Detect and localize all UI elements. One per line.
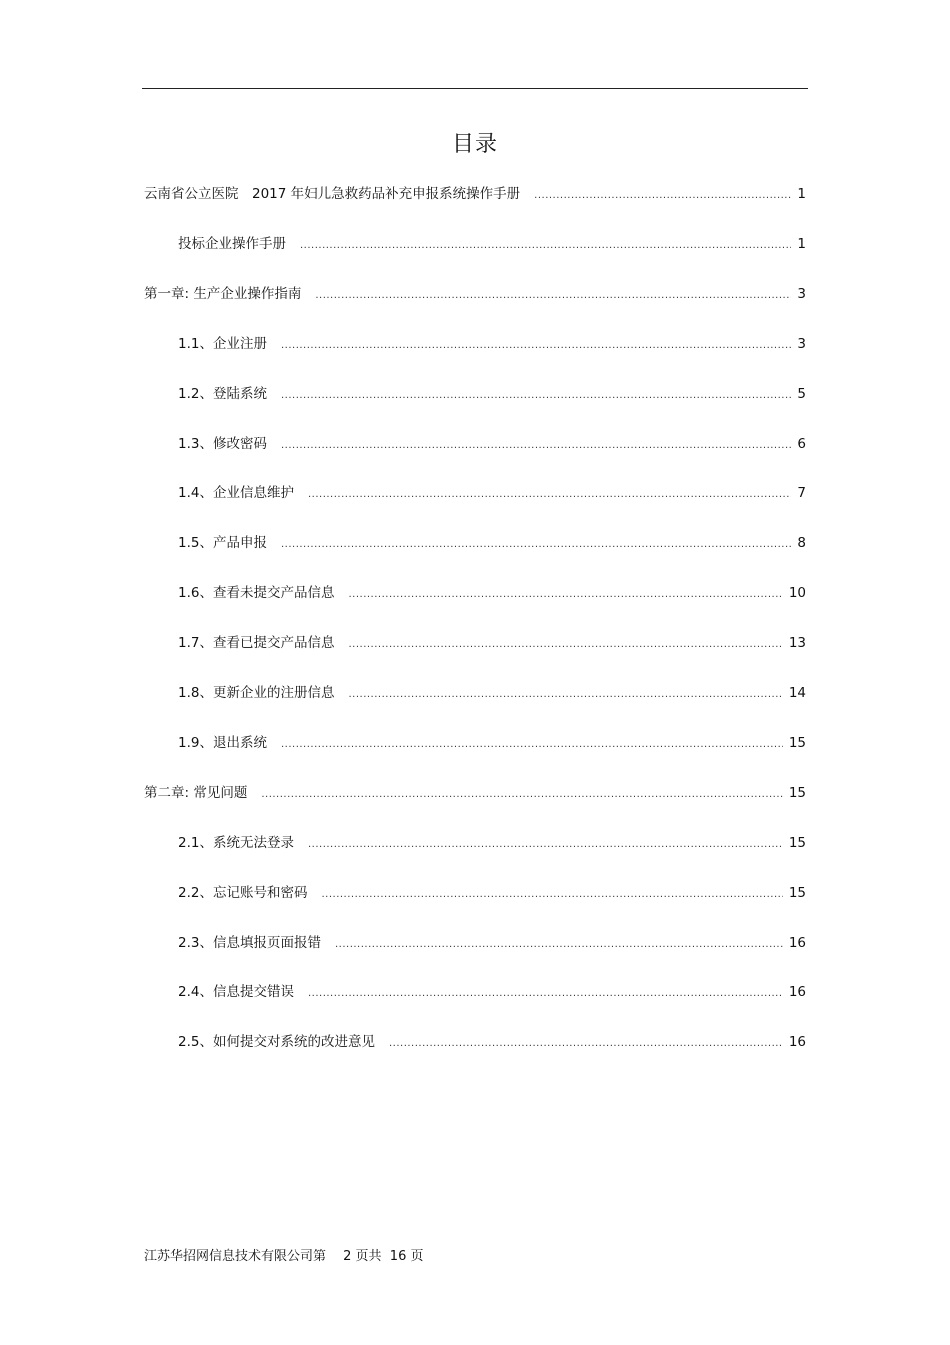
- toc-dot-leader: [281, 336, 791, 356]
- toc-dot-leader: [300, 236, 791, 256]
- toc-dot-leader: [281, 735, 783, 755]
- toc-dot-leader: [348, 635, 782, 655]
- toc-entry-page-number: 15: [788, 835, 806, 851]
- toc-dot-leader: [308, 984, 783, 1004]
- toc-entry-label: 1.7、查看已提交产品信息: [178, 635, 335, 651]
- toc-entry[interactable]: [178, 533, 806, 555]
- toc-dot-leader: [348, 585, 782, 605]
- toc-entry-label: 2.3、信息填报页面报错: [178, 935, 321, 951]
- toc-entry-label: 投标企业操作手册: [178, 236, 286, 252]
- toc-dot-leader: [389, 1034, 783, 1054]
- toc-entry-label: 1.2、登陆系统: [178, 386, 267, 402]
- toc-entry-label: 2.4、信息提交错误: [178, 984, 294, 1000]
- toc-entry[interactable]: [178, 982, 806, 1004]
- toc-entry[interactable]: [178, 633, 806, 655]
- toc-entry-page-number: 5: [797, 386, 806, 402]
- toc-entry[interactable]: [178, 234, 806, 256]
- toc-entry-label: 第一章: 生产企业操作指南: [144, 286, 302, 302]
- toc-entry-page-number: 13: [788, 635, 806, 651]
- toc-entry[interactable]: [178, 1032, 806, 1054]
- toc-entry[interactable]: [178, 334, 806, 356]
- toc-dot-leader: [281, 386, 791, 406]
- toc-entry-label: 2.1、系统无法登录: [178, 835, 294, 851]
- toc-entry-page-number: 15: [788, 785, 806, 801]
- toc-entry-label: 2.5、如何提交对系统的改进意见: [178, 1034, 375, 1050]
- toc-entry-page-number: 1: [797, 186, 806, 202]
- toc-entry-label: 云南省公立医院 2017 年妇儿急救药品补充申报系统操作手册: [144, 186, 521, 202]
- toc-entry-page-number: 7: [797, 485, 806, 501]
- toc-entry[interactable]: [178, 434, 806, 456]
- toc-dot-leader: [315, 286, 791, 306]
- toc-entry-page-number: 6: [797, 436, 806, 452]
- toc-entry-page-number: 16: [788, 1034, 806, 1050]
- toc-entry[interactable]: [178, 883, 806, 905]
- toc-entry-page-number: 10: [788, 585, 806, 601]
- toc-entry[interactable]: [144, 783, 806, 805]
- toc-dot-leader: [321, 885, 782, 905]
- header-rule: [142, 88, 808, 89]
- toc-dot-leader: [534, 186, 791, 206]
- toc-entry[interactable]: [178, 384, 806, 406]
- toc-entry-page-number: 1: [797, 236, 806, 252]
- toc-entry[interactable]: [178, 583, 806, 605]
- toc-entry[interactable]: [178, 683, 806, 705]
- toc-dot-leader: [281, 436, 791, 456]
- page-footer: 江苏华招网信息技术有限公司第 2 页共 16 页: [144, 1249, 424, 1264]
- toc-dot-leader: [308, 835, 783, 855]
- toc-entry[interactable]: [178, 933, 806, 955]
- toc-entry-page-number: 16: [788, 935, 806, 951]
- toc-entry-label: 1.5、产品申报: [178, 535, 267, 551]
- toc-entry-page-number: 15: [788, 735, 806, 751]
- toc-title: 目录: [451, 132, 498, 157]
- toc-entry[interactable]: [178, 733, 806, 755]
- toc-entry-label: 1.9、退出系统: [178, 735, 267, 751]
- toc-dot-leader: [335, 935, 783, 955]
- toc-entry-page-number: 3: [797, 336, 806, 352]
- toc-entry-label: 1.8、更新企业的注册信息: [178, 685, 335, 701]
- toc-entry[interactable]: [144, 184, 806, 206]
- toc-dot-leader: [348, 685, 782, 705]
- toc-entry-page-number: 16: [788, 984, 806, 1000]
- toc-entry-label: 第二章: 常见问题: [144, 785, 248, 801]
- toc-entry-page-number: 3: [797, 286, 806, 302]
- toc-entry-page-number: 14: [788, 685, 806, 701]
- toc-entry-label: 2.2、忘记账号和密码: [178, 885, 308, 901]
- toc-entry-label: 1.4、企业信息维护: [178, 485, 294, 501]
- toc-entry[interactable]: [178, 833, 806, 855]
- toc-dot-leader: [261, 785, 782, 805]
- toc-entry[interactable]: [144, 284, 806, 306]
- toc-entry-page-number: 15: [788, 885, 806, 901]
- toc-entry-label: 1.6、查看未提交产品信息: [178, 585, 335, 601]
- toc-entry-page-number: 8: [797, 535, 806, 551]
- toc-entry[interactable]: [178, 483, 806, 505]
- toc-dot-leader: [308, 485, 791, 505]
- toc-dot-leader: [281, 535, 791, 555]
- toc-entry-label: 1.1、企业注册: [178, 336, 267, 352]
- toc-entry-label: 1.3、修改密码: [178, 436, 267, 452]
